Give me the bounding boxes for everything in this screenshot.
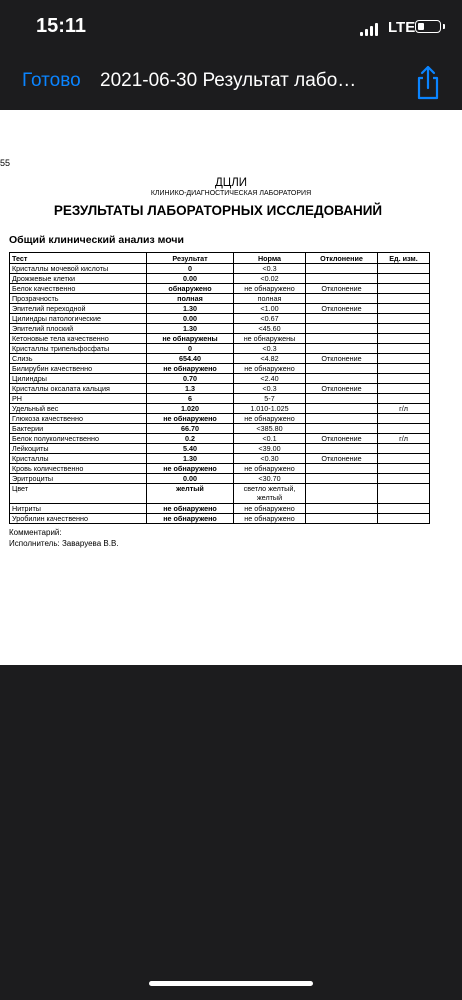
cell-result: 654.40 <box>147 354 234 364</box>
cell-unit <box>378 294 430 304</box>
cell-unit <box>378 364 430 374</box>
org-subtitle: КЛИНИКО-ДИАГНОСТИЧЕСКАЯ ЛАБОРАТОРИЯ <box>150 190 312 197</box>
cell-unit <box>378 454 430 464</box>
cell-deviation <box>306 404 378 414</box>
table-row <box>10 344 430 354</box>
cell-deviation <box>306 294 378 304</box>
cell-result: 0.70 <box>147 374 234 384</box>
signal-icon <box>360 22 378 36</box>
cell-test: Белок полуколичественно <box>10 434 147 444</box>
cell-deviation <box>306 334 378 344</box>
cell-result: 1.30 <box>147 454 234 464</box>
home-indicator <box>149 981 313 986</box>
cell-result: 0.2 <box>147 434 234 444</box>
cell-result: не обнаружены <box>147 334 234 344</box>
cell-unit <box>378 414 430 424</box>
cell-deviation <box>306 484 378 504</box>
cell-unit <box>378 444 430 454</box>
cell-test: Цилиндры патологические <box>10 314 147 324</box>
cell-unit <box>378 264 430 274</box>
cell-deviation <box>306 514 378 524</box>
nav-bar <box>0 58 462 110</box>
cell-result: желтый <box>147 484 234 504</box>
cell-result: 1.020 <box>147 404 234 414</box>
cell-unit <box>378 344 430 354</box>
cell-deviation <box>306 364 378 374</box>
cell-result: 5.40 <box>147 444 234 454</box>
cell-norm: 5-7 <box>234 394 306 404</box>
cell-norm: не обнаружено <box>234 414 306 424</box>
table-row <box>10 324 430 334</box>
col-header: Ед. изм. <box>378 253 430 264</box>
col-header: Отклонение <box>306 253 378 264</box>
cell-deviation <box>306 424 378 434</box>
cell-test: Удельный вес <box>10 404 147 414</box>
cell-norm: <30.70 <box>234 474 306 484</box>
cell-deviation <box>306 264 378 274</box>
cell-unit <box>378 324 430 334</box>
cell-unit <box>378 284 430 294</box>
cell-result: 0 <box>147 264 234 274</box>
section-title: Общий клинический анализ мочи <box>9 234 184 246</box>
table-row <box>10 284 430 294</box>
org-name: ДЦЛИ <box>214 177 248 189</box>
cell-unit <box>378 504 430 514</box>
table-row <box>10 314 430 324</box>
cell-deviation: Отклонение <box>306 354 378 364</box>
cell-result: обнаружено <box>147 284 234 294</box>
margin-number: 55 <box>0 158 11 168</box>
table-row <box>10 434 430 444</box>
cell-test: Кетоновые тела качественно <box>10 334 147 344</box>
cell-deviation: Отклонение <box>306 434 378 444</box>
cell-deviation: Отклонение <box>306 454 378 464</box>
cell-test: Нитриты <box>10 504 147 514</box>
cell-norm: <0.3 <box>234 384 306 394</box>
results-table <box>9 252 430 524</box>
cell-test: Уробилин качественно <box>10 514 147 524</box>
cell-norm: светло желтый, желтый <box>234 484 306 504</box>
cell-result: 0.00 <box>147 314 234 324</box>
cell-test: Эпителий переходной <box>10 304 147 314</box>
cell-result: 66.70 <box>147 424 234 434</box>
cell-result: 1.30 <box>147 304 234 314</box>
col-header: Результат <box>147 253 234 264</box>
cell-deviation <box>306 474 378 484</box>
cell-result: не обнаружено <box>147 504 234 514</box>
cell-norm: не обнаружено <box>234 364 306 374</box>
cell-unit <box>378 464 430 474</box>
cell-norm: <45.60 <box>234 324 306 334</box>
comment-label: Комментарий: <box>9 528 62 537</box>
cell-norm: 1.010-1.025 <box>234 404 306 414</box>
table-row <box>10 404 430 414</box>
cell-test: Лейкоциты <box>10 444 147 454</box>
cell-norm: <385.80 <box>234 424 306 434</box>
cell-test: Билирубин качественно <box>10 364 147 374</box>
table-row <box>10 514 430 524</box>
document-title: 2021-06-30 Результат лабо… <box>100 70 357 91</box>
cell-test: Кристаллы оксалата кальция <box>10 384 147 394</box>
table-row <box>10 354 430 364</box>
table-row <box>10 294 430 304</box>
cell-deviation <box>306 394 378 404</box>
network-type: LTE <box>388 19 416 36</box>
cell-norm: <0.3 <box>234 344 306 354</box>
cell-test: Кристаллы мочевой кислоты <box>10 264 147 274</box>
cell-unit <box>378 274 430 284</box>
cell-result: 0.00 <box>147 274 234 284</box>
cell-norm: <0.30 <box>234 454 306 464</box>
cell-deviation <box>306 314 378 324</box>
table-row <box>10 384 430 394</box>
cell-test: Кристаллы <box>10 454 147 464</box>
cell-norm: <4.82 <box>234 354 306 364</box>
cell-test: Дрожжевые клетки <box>10 274 147 284</box>
cell-result: 0.00 <box>147 474 234 484</box>
report-title: РЕЗУЛЬТАТЫ ЛАБОРАТОРНЫХ ИССЛЕДОВАНИЙ <box>53 203 383 218</box>
cell-deviation <box>306 344 378 354</box>
col-header: Норма <box>234 253 306 264</box>
cell-result: полная <box>147 294 234 304</box>
cell-deviation: Отклонение <box>306 384 378 394</box>
cell-deviation <box>306 464 378 474</box>
cell-unit <box>378 384 430 394</box>
cell-unit <box>378 514 430 524</box>
table-row <box>10 424 430 434</box>
cell-test: Бактерии <box>10 424 147 434</box>
cell-test: Эритроциты <box>10 474 147 484</box>
table-row <box>10 264 430 274</box>
table-row <box>10 454 430 464</box>
cell-norm: полная <box>234 294 306 304</box>
table-row <box>10 484 430 504</box>
cell-unit <box>378 334 430 344</box>
battery-icon <box>415 20 441 33</box>
cell-unit: г/л <box>378 434 430 444</box>
table-row <box>10 374 430 384</box>
status-bar <box>0 0 462 58</box>
table-row <box>10 504 430 514</box>
cell-result: не обнаружено <box>147 364 234 374</box>
cell-test: Слизь <box>10 354 147 364</box>
cell-unit: г/л <box>378 404 430 414</box>
table-row <box>10 414 430 424</box>
cell-norm: не обнаружено <box>234 284 306 294</box>
cell-norm: <0.3 <box>234 264 306 274</box>
cell-deviation <box>306 324 378 334</box>
cell-result: не обнаружено <box>147 414 234 424</box>
cell-norm: <0.02 <box>234 274 306 284</box>
cell-norm: не обнаружено <box>234 504 306 514</box>
document-page[interactable] <box>0 110 462 665</box>
cell-norm: <0.1 <box>234 434 306 444</box>
cell-unit <box>378 314 430 324</box>
cell-norm: не обнаружено <box>234 514 306 524</box>
status-time: 15:11 <box>36 15 87 37</box>
cell-unit <box>378 374 430 384</box>
cell-result: 0 <box>147 344 234 354</box>
table-row <box>10 274 430 284</box>
cell-norm: <1.00 <box>234 304 306 314</box>
table-row <box>10 474 430 484</box>
cell-test: PH <box>10 394 147 404</box>
table-row <box>10 444 430 454</box>
cell-deviation <box>306 274 378 284</box>
col-header: Тест <box>10 253 147 264</box>
cell-unit <box>378 354 430 364</box>
cell-result: 1.30 <box>147 324 234 334</box>
cell-result: не обнаружено <box>147 464 234 474</box>
cell-test: Кровь количественно <box>10 464 147 474</box>
cell-deviation: Отклонение <box>306 284 378 294</box>
cell-deviation <box>306 414 378 424</box>
cell-unit <box>378 474 430 484</box>
cell-unit <box>378 394 430 404</box>
cell-unit <box>378 304 430 314</box>
executor: Исполнитель: Заваруева В.В. <box>9 539 119 548</box>
cell-result: не обнаружено <box>147 514 234 524</box>
cell-norm: <0.67 <box>234 314 306 324</box>
cell-norm: не обнаружено <box>234 464 306 474</box>
cell-test: Глюкоза качественно <box>10 414 147 424</box>
cell-test: Прозрачность <box>10 294 147 304</box>
done-button[interactable]: Готово <box>22 70 81 91</box>
cell-deviation: Отклонение <box>306 304 378 314</box>
cell-norm: не обнаружены <box>234 334 306 344</box>
table-row <box>10 304 430 314</box>
table-header <box>10 253 430 264</box>
share-icon[interactable] <box>414 64 442 100</box>
cell-result: 1.3 <box>147 384 234 394</box>
cell-test: Эпителий плоский <box>10 324 147 334</box>
table-row <box>10 394 430 404</box>
cell-deviation <box>306 504 378 514</box>
cell-result: 6 <box>147 394 234 404</box>
cell-unit <box>378 424 430 434</box>
cell-unit <box>378 484 430 504</box>
table-row <box>10 464 430 474</box>
table-row <box>10 364 430 374</box>
table-row <box>10 334 430 344</box>
cell-test: Белок качественно <box>10 284 147 294</box>
cell-test: Цвет <box>10 484 147 504</box>
cell-deviation <box>306 444 378 454</box>
cell-norm: <39.00 <box>234 444 306 454</box>
cell-test: Цилиндры <box>10 374 147 384</box>
cell-test: Кристаллы трипельфосфаты <box>10 344 147 354</box>
cell-norm: <2.40 <box>234 374 306 384</box>
cell-deviation <box>306 374 378 384</box>
